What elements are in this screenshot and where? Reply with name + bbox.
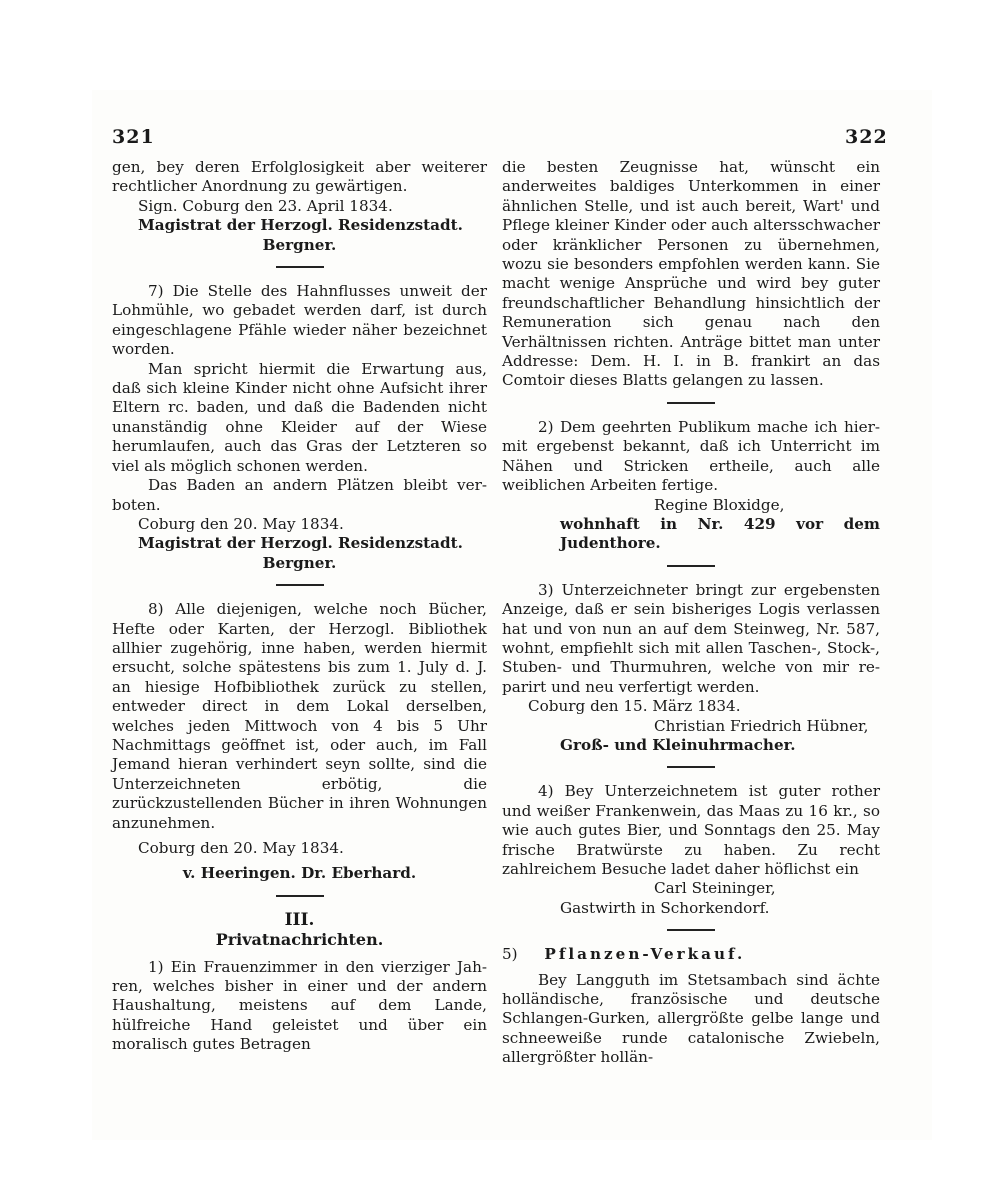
notice-date: Sign. Coburg den 23. April 1834. — [138, 196, 393, 215]
page-number-right: 322 — [845, 126, 888, 148]
notice-3-signer: Christian Friedrich Hübner, — [654, 716, 869, 735]
notice-2-signer: Regine Bloxidge, — [654, 495, 785, 514]
notice-8-signers: v. Heeringen. Dr. Eberhard. — [182, 864, 417, 883]
notice-1-text: 1) Ein Frauenzimmer in den vierziger Jahren, welches bisher in einer und der andern Haushaltung, meistens auf dem Lande, hülfreiche Hand geleistet und über ein moralisch gutes Betragen — [112, 957, 487, 1054]
separator-rule — [667, 766, 715, 768]
notice-4-signer: Carl Steininger, — [654, 879, 776, 898]
notice-7-text-3: Das Baden an andern Plätzen bleibt verboten. — [112, 476, 487, 514]
notice-3-trade: Groß- und Kleinuhrmacher. — [560, 735, 796, 754]
separator-rule — [667, 402, 715, 404]
separator-rule — [276, 584, 324, 586]
notice-5-number: 5) — [502, 945, 518, 964]
notice-8-text: 8) Alle diejenigen, welche noch Bücher, Hefte oder Karten, der Herzogl. Bibliothek allhier zugehörig, inne haben, werden hiermit ersucht, solche spätestens bis zum 1. July d. J. an hiesige Hofbibliothek zurück zu stellen, entweder direct in dem Lokal derselben, welches jeden Mittwoch von 4 bis 5 Uhr Nachmittags geöffnet ist, oder auch, im Fall Jemand hieran verhindert seyn sollte, sind die Unterzeichneten erbötig, die zurückzustellenden Bücher in ihren Wohnungen anzunehmen. — [112, 600, 487, 832]
right-column — [502, 158, 880, 1068]
notice-2-address: wohnhaft in Nr. 429 vor dem Judenthore. — [560, 514, 880, 553]
left-column — [112, 158, 487, 1055]
notice-3-date: Coburg den 15. März 1834. — [528, 697, 741, 716]
notice-7-signer: Bergner. — [262, 553, 337, 572]
separator-rule — [667, 929, 715, 931]
notice-7-date: Coburg den 20. May 1834. — [138, 514, 344, 533]
notice-signer: Bergner. — [262, 235, 337, 254]
notice-8-date: Coburg den 20. May 1834. — [138, 839, 344, 857]
notice-7-signatory: Magistrat der Herzogl. Residenzstadt. — [138, 534, 463, 553]
section-title: Privatnachrichten. — [215, 930, 384, 950]
notice-signatory: Magistrat der Herzogl. Residenzstadt. — [138, 216, 463, 235]
notice-continuation: gen, bey deren Erfolglosigkeit aber weiterer rechtlicher Anordnung zu gewärtigen. — [112, 158, 487, 196]
separator-rule — [276, 266, 324, 268]
section-number: III. — [284, 909, 315, 930]
notice-4-place: Gastwirth in Schorkendorf. — [560, 898, 770, 917]
page-number-left: 321 — [112, 126, 155, 148]
notice-2-text: 2) Dem geehrten Publikum mache ich hiermit ergebenst bekannt, daß ich Unterricht im Nähen und Stricken ertheile, auch alle weiblichen Arbeiten fertige. — [502, 417, 880, 495]
separator-rule — [667, 565, 715, 567]
notice-5-text: Bey Langguth im Stetsambach sind ächte holländische, französische und deutsche Schlangen-Gurken, allergrößte gelbe lange und schneeweiße runde catalonische Zwiebeln, allergrößter hollän- — [502, 970, 880, 1067]
notice-7-text-2: Man spricht hiermit die Erwartung aus, daß sich kleine Kinder nicht ohne Aufsicht ihrer Eltern rc. baden, und daß die Badenden nicht unanständig ohne Kleider auf der Wiese herumlaufen, auch das Gras der Letzteren so viel als möglich schonen werden. — [112, 359, 487, 475]
notice-7-text: 7) Die Stelle des Hahnflusses unweit der Lohmühle, wo gebadet werden darf, ist durch eingeschlagene Pfähle wieder näher bezeichnet worden. — [112, 282, 487, 359]
notice-5-heading — [502, 945, 880, 964]
separator-rule — [276, 895, 324, 897]
notice-1-continuation: die besten Zeugnisse hat, wünscht ein anderweites baldiges Unterkommen in einer ähnlichen Stelle, und ist auch bereit, Wart' und Pflege kleiner Kinder oder auch altersschwacher oder kränklicher Personen zu übernehmen, wozu sie besonders empfohlen werden kann. Sie macht wenige Ansprüche und wird bey guter freundschaftlicher Behandlung hinsichtlich der Remuneration sich genau nach den Verhältnissen richten. Anträge bittet man unter Addresse: Dem. H. I. in B. frankirt an das Comtoir dieses Blatts gelangen zu lassen. — [502, 158, 880, 390]
notice-3-text: 3) Unterzeichneter bringt zur ergebensten Anzeige, daß er sein bisheriges Logis verlassen hat und von nun an auf dem Steinweg, Nr. 587, wohnt, empfiehlt sich mit allen Taschen-, Stock-, Stuben- und Thurmuhren, welche von mir reparirt und neu verfertigt werden. — [502, 580, 880, 696]
notice-5-title: Pflanzen-Verkauf. — [544, 945, 746, 964]
notice-4-text: 4) Bey Unterzeichnetem ist guter rother und weißer Frankenwein, das Maas zu 16 kr., so wie auch gutes Bier, und Sonntags den 25. May frische Bratwürste zu haben. Zu recht zahlreichem Besuche ladet daher höflichst ein — [502, 782, 880, 878]
